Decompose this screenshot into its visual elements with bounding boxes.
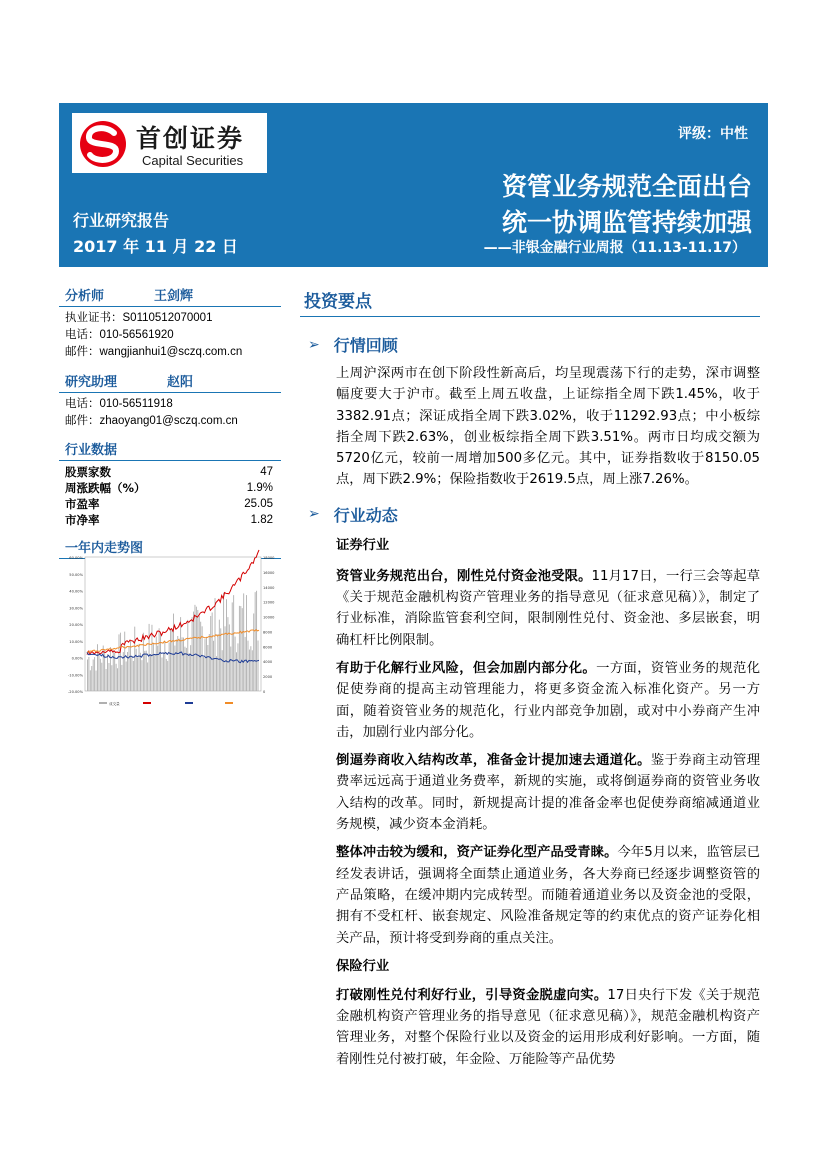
news-body: 今年5月以来，监管层已经发表讲话，强调将全面禁止通道业务，各大券商已经逐步调整资管的产品策略，在缓冲期内完成转型。而随着通道业务以及资金池的受限，拥有不受杠杆、嵌套规定、风险准备规定等的约束优点的资产证券化相关产品，预计将受到券商的重点关注。 [336,845,761,946]
volume-bar [203,657,204,691]
volume-bar [245,637,246,691]
volume-bar [131,657,132,691]
key-points-title: 投资要点 [300,287,760,317]
volume-bar [213,641,214,691]
volume-bar [192,617,193,691]
volume-bar [177,636,178,691]
volume-bar [219,620,220,691]
industry-data-value: 25.05 [244,498,273,510]
volume-bar [190,645,191,691]
industry-data-label: 行业数据 [65,443,118,458]
volume-bar [243,593,244,691]
industry-data-heading [59,439,281,461]
volume-bar [124,632,125,691]
volume-bar [159,628,160,691]
news-body: 11月17日，一行三会等起草《关于规范金融机构资产管理业务的指导意见（征求意见稿）》，制定了行业标准，消除监管套利空间，限制刚性兑付、资金池、多层嵌套，明确杠杆比例限制。 [336,568,761,648]
industry-data-table [59,464,281,528]
analyst-label: 分析师 [65,289,105,304]
volume-bar [141,660,142,691]
volume-bar [216,656,217,691]
y-left-tick-label: -20.00% [68,690,83,694]
y-left-tick-label: 20.00% [69,623,83,627]
volume-bar [110,647,111,691]
industry-data-value: 47 [260,466,273,478]
volume-bar [255,592,256,691]
report-title-line1: 资管业务规范全面出台 [501,172,752,201]
volume-bar [137,658,138,691]
industry-data-key: 市盈率 [65,497,100,511]
volume-bar [111,665,112,691]
volume-bar [253,613,254,691]
section-industry-news [300,503,760,526]
trend-label: 一年内走势图 [65,541,144,556]
volume-bar [174,646,175,691]
y-right-tick-label: 0 [263,690,266,694]
assistant-label: 研究助理 [65,375,118,390]
volume-bar [239,606,240,691]
y-right-tick-label: 16000 [263,570,275,575]
subheading-insurance: 保险行业 [336,958,390,974]
industry-data-value: 1.82 [250,514,273,526]
volume-bar [146,651,147,691]
volume-bar [154,654,155,691]
news-body: 一方面，资管业务的规范化促使券商的提高主动管理能力，将更多资金流入标准化资产。另一方面，随着资管业务的规范化，行业内部竞争加剧，或对中小券商产生冲击，加剧行业内部分化。 [336,660,761,740]
volume-bar [96,671,97,691]
news-body: 17日央行下发《关于规范金融机构资产管理业务的指导意见（征求意见稿）》，规范金融机构资产管理业务，对整个保险行业以及资金的运用形成利好影响。一方面，随着刚性兑付被打破，年金险、万能险等产品优势 [336,987,761,1067]
volume-bar [176,639,177,691]
trend-chart [65,549,278,711]
volume-bar [258,641,259,691]
section-arrow-icon: ➢ [308,336,320,353]
news-paragraph [300,658,760,743]
y-left-tick-label: -10.00% [68,673,83,678]
news-lead: 资管业务规范出台，刚性兑付资金池受限。 [336,568,592,584]
volume-bar [166,659,167,691]
y-left-tick-label: 0.00% [71,656,83,661]
header-banner [59,103,768,267]
y-right-tick-label: 8000 [263,630,273,635]
volume-bar [222,650,223,691]
volume-bar [120,633,121,691]
y-right-tick-label: 18000 [263,556,275,560]
volume-bar [133,661,134,691]
volume-bar [226,599,227,691]
assistant-name: 赵阳 [166,375,193,390]
report-date: 2017 年 11 月 22 日 [73,237,238,256]
y-left-tick-label: 30.00% [69,606,83,611]
volume-bar [106,669,107,691]
volume-bar [225,626,226,691]
volume-bar [117,668,118,691]
industry-data-row [59,464,281,480]
section-title: 行情回顾 [333,336,398,355]
report-subtitle: ——非银金融行业周报（11.13-11.17） [483,240,746,256]
volume-bar [88,657,89,691]
volume-bar [217,634,218,691]
volume-bar [182,637,183,691]
analyst-name: 王剑辉 [153,289,193,304]
volume-bar [147,662,148,691]
company-logo [72,113,267,173]
volume-bar [249,650,250,691]
volume-bar [169,642,170,691]
volume-bar [157,646,158,691]
volume-bar [193,612,194,691]
volume-bar [215,598,216,691]
section-arrow-icon: ➢ [308,506,320,523]
volume-bar [163,653,164,691]
volume-bar [109,663,110,691]
volume-bar [195,605,196,691]
volume-bar [207,645,208,691]
assistant-email[interactable]: 邮件：zhaoyang01@sczq.com.cn [65,415,238,427]
volume-bar [173,614,174,691]
volume-bar [167,661,168,691]
report-type: 行业研究报告 [73,211,170,230]
volume-bar [134,627,135,691]
news-lead: 倒逼券商收入结构改革，准备金计提加速去通道化。 [336,753,651,769]
volume-bar [212,612,213,691]
volume-bar [121,665,122,691]
volume-bar [197,610,198,691]
logo-text-cn: 首创证券 [136,124,245,153]
news-paragraph [300,566,760,651]
industry-data-row [59,496,281,512]
volume-bar [252,650,253,691]
volume-bar [150,655,151,691]
volume-bar [130,641,131,691]
legend-swatch [99,702,107,704]
news-body: 鉴于券商主动管理费率远远高于通道业务费率，新规的实施，或将倒逼券商的资管业务收入结构的改革。同时，新规提高计提的准备金率也促使券商缩减通道业务规模，减少资本金消耗。 [336,753,761,833]
volume-bar [256,591,257,691]
volume-bar [248,641,249,691]
volume-bar [235,637,236,691]
main-content [300,287,760,1070]
volume-bar [238,643,239,691]
assistant-heading [59,371,281,393]
volume-bar [172,630,173,691]
volume-bar [233,595,234,691]
volume-bar [199,616,200,691]
volume-bar [91,666,92,691]
volume-bar [126,661,127,691]
legend-label: 成交量 [109,702,120,706]
news-paragraph [300,985,760,1070]
industry-data-key: 市净率 [65,513,100,527]
rating-label: 评级：中性 [678,126,748,142]
volume-bar [164,642,165,691]
volume-bar [232,602,233,691]
volume-bar [149,624,150,691]
volume-bar [104,649,105,691]
volume-bar [107,654,108,691]
volume-bar [209,634,210,691]
volume-bar [143,633,144,691]
volume-bar [162,657,163,691]
volume-bar [183,638,184,691]
volume-bar [139,644,140,691]
y-right-tick-label: 6000 [263,645,273,650]
analyst-cert: 执业证书：S0110512070001 [65,312,213,324]
y-right-tick-label: 10000 [263,615,275,620]
y-right-tick-label: 2000 [263,675,273,680]
volume-bar [229,624,230,691]
trend-chart-svg [65,549,278,711]
volume-bar [250,646,251,691]
news-paragraph [300,842,760,948]
news-lead: 整体冲击较为缓和，资产证券化型产品受青睐。 [336,845,618,861]
volume-bar [129,646,130,691]
assistant-phone: 电话：010-56511918 [65,398,173,410]
analyst-email[interactable]: 邮件：wangjianhui1@sczq.com.cn [65,346,243,358]
y-left-tick-label: 60.00% [69,556,83,560]
y-left-tick-label: 50.00% [69,572,83,577]
sidebar [59,285,281,559]
volume-bar [223,593,224,691]
volume-bar [210,616,211,691]
volume-bar [87,659,88,691]
volume-bar [119,634,120,691]
news-paragraph [300,750,760,835]
volume-bar [227,617,228,691]
volume-bar [140,653,141,691]
volume-bar [180,617,181,691]
y-left-tick-label: 40.00% [69,589,83,594]
volume-bar [246,595,247,691]
volume-bar [94,657,95,691]
y-left-tick-label: 10.00% [69,639,83,644]
volume-bar [196,607,197,691]
volume-bar [93,659,94,691]
legend-swatch [225,702,233,704]
volume-bar [242,608,243,691]
volume-bar [116,664,117,691]
analyst-phone: 电话：010-56561920 [65,329,174,341]
logo-mark-icon [78,119,128,169]
volume-bar [189,653,190,691]
volume-bar [170,628,171,691]
section-title: 行业动态 [333,505,398,525]
volume-bar [236,652,237,691]
y-right-tick-label: 4000 [263,660,273,665]
volume-bar [100,659,101,691]
analyst-heading [59,285,281,307]
volume-bar [230,647,231,691]
industry-data-row [59,480,281,496]
volume-bar [205,639,206,691]
y-right-tick-label: 12000 [263,600,275,605]
news-lead: 打破刚性兑付利好行业，引导资金脱虚向实。 [336,987,608,1003]
volume-bar [240,606,241,691]
volume-bar [90,670,91,691]
section-market-review [300,333,760,356]
logo-text-en: Capital Securities [142,153,244,168]
legend-swatch [185,702,193,704]
volume-bar [160,633,161,691]
subheading-securities: 证券行业 [336,537,390,553]
volume-bar [98,653,99,691]
y-right-tick-label: 14000 [263,585,275,590]
industry-data-key: 股票家数 [65,465,111,479]
volume-bar [156,637,157,691]
volume-bar [101,663,102,691]
industry-data-row [59,512,281,528]
industry-data-value: 1.9% [246,482,273,494]
news-lead: 有助于化解行业风险，但会加剧内部分化。 [336,660,597,676]
legend-swatch [143,702,151,704]
volume-bar [206,637,207,691]
market-review-paragraph: 上周沪深两市在创下阶段性新高后，均呈现震荡下行的走势，深市调整幅度要大于沪市。截至上周五收盘，上证综指全周下跌1.45%，收于3382.91点；深证成指全周下跌3.02%，收于11292.93点；中小板综指全周下跌2.63%，创业板综指全周下跌3.51%。两市日均成交额为5720亿元，较前一周增加500多亿元。其中，证券指数收于8150.05点，周下跌2.9%；保险指数收于2619.5点，周上涨7.26%。 [336,366,760,488]
report-title-line2: 统一协调监管持续加强 [501,208,752,237]
volume-bar [153,643,154,691]
industry-data-key: 周涨跌幅（%） [65,481,146,495]
volume-bar [179,639,180,691]
volume-bar [144,651,145,691]
